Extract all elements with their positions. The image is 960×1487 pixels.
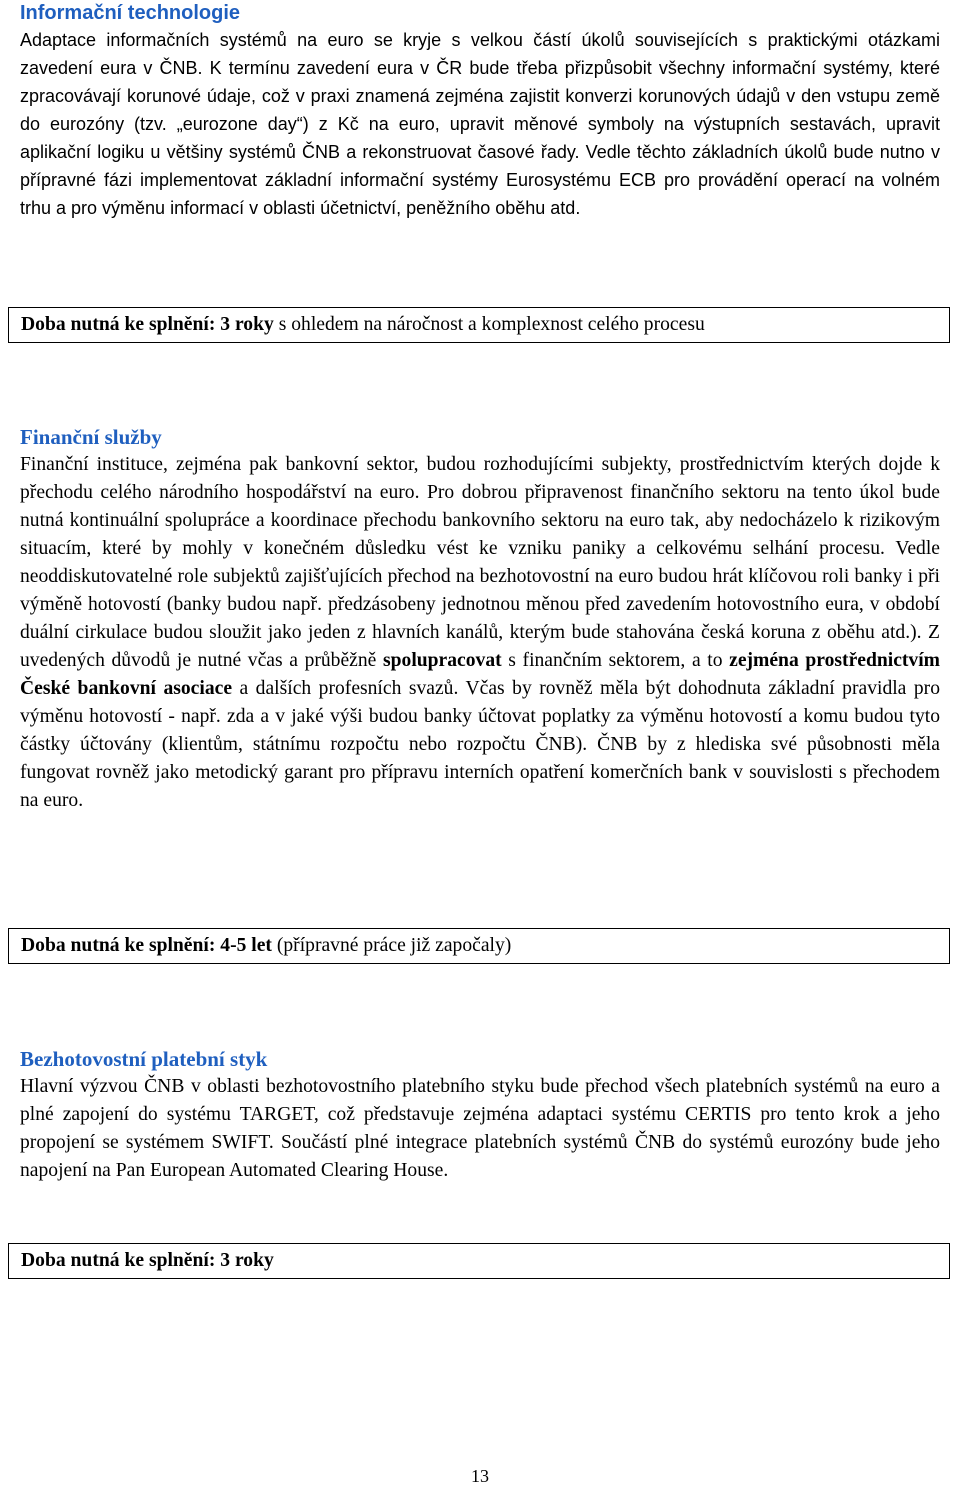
section-body: Hlavní výzvou ČNB v oblasti bezhotovostního platebního styku bude přechod všech platebních systémů na euro a plné zapojení do systému TARGET, což představuje zejména adaptaci systému CERTIS pro tento krok a jeho propojení se systémem SWIFT. Součástí plné integrace platebních systémů ČNB do systémů eurozóny bude jeho napojení na Pan European Automated Clearing House. [20,1076,940,1181]
section-informacni-technologie [20,0,940,222]
deadline-note: s ohledem na náročnost a komplexnost celého procesu [278,314,705,335]
deadline-label: Doba nutná ke splnění [21,1250,209,1271]
body-emphasis: zejména prostřednictvím České bankovní asociace [20,650,940,699]
body-text: Finanční instituce, zejména pak bankovní sektor, budou rozhodujícími subjekty, prostřednictvím kterých dojde k přechodu celého národního hospodářství na euro. Pro dobrou připravenost finančního sektoru na tento úkol bude nutná kontinuální spolupráce a koordinace přechodu bankovního sektoru na euro tak, aby nedocházelo k rizikovým situacím, které by mohly v konečném důsledku vést ke vzniku paniky a celkovému selhání procesu. Vedle neoddiskutovatelné role subjektů zajišťujících přechod na bezhotovostní na euro budou hrát klíčovou roli banky i při výměně hotovostí (banky budou např. předzásobeny jednotnou měnou před zavedením hotovostního eura, v období duální cirkulace budou sloužit jako jeden z hlavních kanálů, kterým bude stahována česká koruna z oběhu atd.). Z uvedených důvodů je nutné včas a průběžně [20,454,940,671]
section-financni-sluzby [20,423,940,815]
section-body [20,451,940,815]
deadline-note: (přípravné práce již započaly) [276,935,512,956]
section-title: Bezhotovostní platební styk [20,1047,268,1071]
body-emphasis: spolupracovat [383,650,502,671]
deadline-value: : 4-5 let [208,935,272,956]
deadline-value: : 3 roky [208,1250,274,1271]
section-body: Adaptace informačních systémů na euro se kryje s velkou částí úkolů souvisejících s praktickými otázkami zavedení eura v ČNB. K termínu zavedení eura v ČR bude třeba přizpůsobit všechny informační systémy, které zpracovávají korunové údaje, což v praxi znamená zejména zajistit konverzi korunových údajů v den vstupu země do eurozóny (tzv. „eurozone day“) z Kč na euro, upravit měnové symboly na výstupních sestavách, upravit aplikační logiku u většiny systémů ČNB a rekonstruovat časové řady. Vedle těchto základních úkolů bude nutno v přípravné fázi implementovat základní informační systémy Eurosystému ECB pro provádění operací na volném trhu a pro výměnu informací v oblasti účetnictví, peněžního oběhu atd. [20,30,940,218]
deadline-box [8,928,950,964]
deadline-box [8,1243,950,1279]
section-title: Finanční služby [20,425,162,449]
body-text: a dalších profesních svazů. Včas by rovněž měla být dohodnuta základní pravidla pro výměnu hotovostí - např. zda a v jaké výši budou banky účtovat poplatky za výměnu hotovostí a komu budou tyto částky účtovány (klientům, státnímu rozpočtu nebo rozpočtu ČNB). ČNB by z hlediska své působnosti měla fungovat rovněž jako metodický garant pro přípravu interních opatření komerčních bank v souvislosti s přechodem na euro. [20,678,940,811]
deadline-label: Doba nutná ke splnění: 3 roky [21,314,274,335]
deadline-label: Doba nutná ke splnění [21,935,209,956]
body-text: s finančním sektorem, a to [501,650,730,671]
page-number: 13 [471,1466,489,1486]
deadline-box [8,307,950,343]
section-bezhotovostni-platebni-styk [20,1045,940,1185]
section-title: Informační technologie [20,2,241,24]
